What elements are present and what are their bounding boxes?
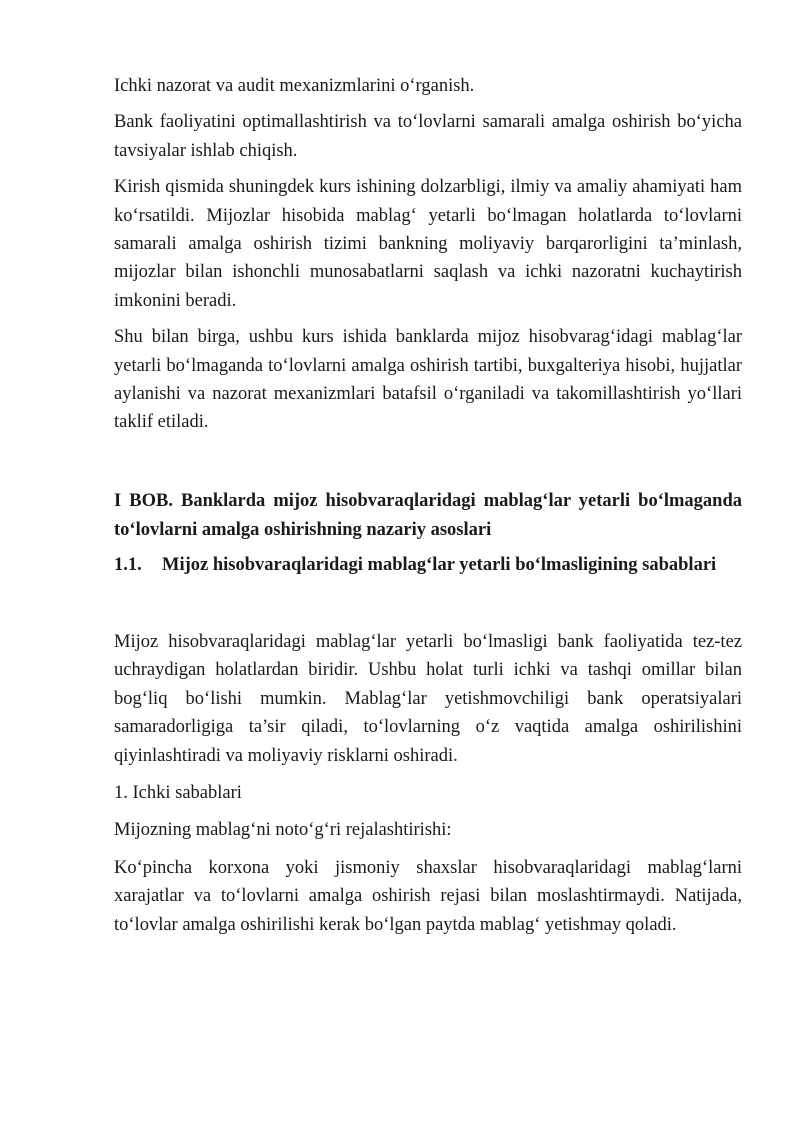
intro-paragraph-3: Kirish qismida shuningdek kurs ishining dolzarbligi, ilmiy va amaliy ahamiyati ham ko‘rsatildi. Mijozlar hisobida mablag‘ yetarli bo‘lmagan holatlarda to‘lovlarni samarali amalga oshirish tizimi bankning moliyaviy barqarorligini ta’minlash, mijozlar bilan ishonchli munosabatlarni saqlash va ichki nazoratni kuchaytirish imkonini beradi. (114, 177, 742, 311)
body-list-heading: 1. Ichki sabablari (114, 782, 242, 803)
intro-paragraph-4: Shu bilan birga, ushbu kurs ishida banklarda mijoz hisobvarag‘idagi mablag‘lar yetarli bo‘lmaganda to‘lovlarni amalga oshirish tartibi, buxgalteriya hisobi, hujjatlar aylanishi va nazorat mexanizmlari batafsil o‘rganiladi va takomillashtirish yo‘llari taklif etiladi. (114, 327, 742, 433)
section-number: 1.1. (114, 554, 142, 575)
chapter-heading: I BOB. Banklarda mijoz hisobvaraqlaridagi mablag‘lar yetarli bo‘lmaganda to‘lovlarni amalga oshirishning nazariy asoslari (114, 490, 742, 540)
document-page (114, 72, 742, 939)
section-title: Mijoz hisobvaraqlaridagi mablag‘lar yetarli bo‘lmasligining sabablari (162, 554, 717, 575)
section-heading (114, 551, 742, 580)
body-paragraph-2: Ko‘pincha korxona yoki jismoniy shaxslar hisobvaraqlaridagi mablag‘larni xarajatlar va to‘lovlarni amalga oshirish rejasi bilan moslashtirmaydi. Natijada, to‘lovlar amalga oshirilishi kerak bo‘lgan paytda mablag‘ yetishmay qoladi. (114, 857, 742, 935)
intro-paragraph-1: Ichki nazorat va audit mexanizmlarini o‘rganish. (114, 76, 475, 96)
body-paragraph-1: Mijoz hisobvaraqlaridagi mablag‘lar yetarli bo‘lmasligi bank faoliyatida tez-tez uchraydigan holatlardan biridir. Ushbu holat turli ichki va tashqi omillar bilan bog‘liq bo‘lishi mumkin. Mablag‘lar yetishmovchiligi bank operatsiyalari samaradorligiga ta’sir qiladi, to‘lovlarning o‘z vaqtida amalga oshirilishini qiyinlashtiradi va moliyaviy risklarni oshiradi. (114, 631, 742, 766)
intro-paragraph-2: Bank faoliyatini optimallashtirish va to‘lovlarni samarali amalga oshirish bo‘yicha tavsiyalar ishlab chiqish. (114, 112, 742, 161)
body-subheading: Mijozning mablag‘ni noto‘g‘ri rejalashtirishi: (114, 820, 452, 841)
